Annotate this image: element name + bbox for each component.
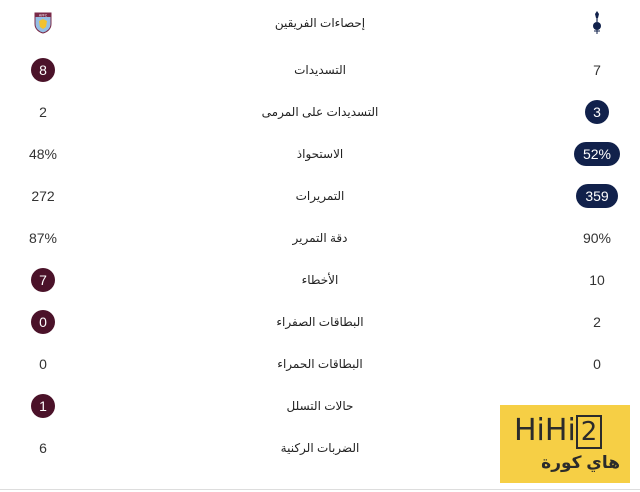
stat-label: الضربات الركنية (280, 441, 360, 455)
right-value: 90% (582, 230, 612, 246)
stat-row-possession (0, 133, 640, 175)
left-value: 6 (39, 440, 47, 456)
left-value-pill: 0 (31, 310, 55, 334)
left-value: 0 (39, 356, 47, 372)
left-team-crest (0, 2, 86, 44)
right-value-pill: 359 (576, 184, 617, 208)
watermark-logo: HiHi 2 (514, 413, 624, 449)
stat-label: حالات التسلل (286, 399, 354, 413)
bottom-divider (0, 489, 640, 490)
stat-label: الاستحواذ (296, 147, 344, 161)
svg-text:AVFC: AVFC (38, 13, 48, 18)
stat-row-passes (0, 175, 640, 217)
stat-label: التمريرات (295, 189, 345, 203)
stat-label: دقة التمرير (292, 231, 348, 245)
right-value: 10 (589, 272, 605, 288)
left-value: 272 (31, 188, 55, 204)
stat-label: البطاقات الصفراء (276, 315, 364, 329)
stat-label: البطاقات الحمراء (277, 357, 363, 371)
stat-row-shots (0, 49, 640, 91)
stats-title: إحصاءات الفريقين (274, 16, 366, 30)
hihi2-watermark (500, 405, 630, 483)
stat-row-yellow-cards (0, 301, 640, 343)
left-value: 48% (28, 146, 58, 162)
stat-row-shots-on-target (0, 91, 640, 133)
stats-header (0, 2, 640, 44)
stat-row-red-cards (0, 343, 640, 385)
left-value: 87% (28, 230, 58, 246)
left-value-pill: 1 (31, 394, 55, 418)
left-value: 2 (39, 104, 47, 120)
watermark-subtitle: هاي كورة (541, 453, 620, 472)
stat-row-pass-accuracy (0, 217, 640, 259)
stat-row-fouls (0, 259, 640, 301)
stat-label: الأخطاء (301, 273, 339, 287)
left-value-pill: 8 (31, 58, 55, 82)
tottenham-crest-icon (589, 10, 605, 36)
stat-label: التسديدات على المرمى (261, 105, 379, 119)
right-team-crest (554, 2, 640, 44)
right-value: 0 (593, 356, 601, 372)
stat-label: التسديدات (294, 63, 346, 77)
aston-villa-crest-icon (34, 12, 52, 34)
left-value-pill: 7 (31, 268, 55, 292)
right-value: 2 (593, 314, 601, 330)
right-value-pill: 52% (574, 142, 620, 166)
right-value: 7 (593, 62, 601, 78)
right-value-pill: 3 (585, 100, 609, 124)
